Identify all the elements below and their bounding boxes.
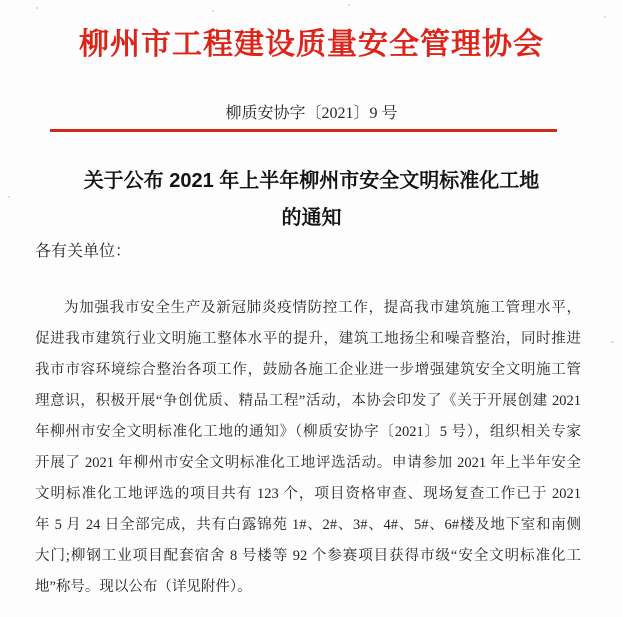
body-line: 年柳州市安全文明标准化工地的通知》（柳质安协字〔2021〕5 号），组织相关专家 [35, 424, 581, 440]
scan-speck [36, 7, 38, 9]
body-line: 促进我市建筑行业文明施工整体水平的提升，建筑工地扬尘和噪音整治，同时推进 [35, 331, 581, 347]
salutation: 各有关单位： [35, 243, 132, 260]
notice-body [35, 293, 581, 603]
body-line: 大门;柳钢工业项目配套宿舍 8 号楼等 92 个参赛项目获得市级“安全文明标准化工 [35, 548, 581, 564]
body-line: 年 5 月 24 日全部完成，共有白露锦苑 1#、2#、3#、4#、5#、6#楼及地下室和南侧 [35, 517, 581, 533]
scan-speck [348, 4, 350, 6]
body-line: 我市市容环境综合整治各项工作，鼓励各施工企业进一步增强建筑安全文明施工管 [35, 362, 581, 378]
notice-title-line1: 关于公布 2021 年上半年柳州市安全文明标准化工地 [83, 170, 540, 192]
red-divider-line [50, 129, 557, 132]
scan-speck [212, 10, 214, 12]
notice-title [0, 163, 623, 237]
body-line: 为加强我市安全生产及新冠肺炎疫情防控工作，提高我市建筑施工管理水平， [64, 300, 581, 316]
document-number: 柳质安协字〔2021〕9 号 [225, 105, 398, 122]
body-line: 理意识，积极开展“争创优质、精品工程”活动，本协会印发了《关于开展创建 2021 [35, 393, 581, 409]
issuing-org-title: 柳州市工程建设质量安全管理协会 [79, 28, 544, 61]
scan-speck [604, 16, 606, 18]
body-line: 开展了 2021 年柳州市安全文明标准化工地评选活动。申请参加 2021 年上半年安全 [35, 455, 581, 471]
scan-speck [8, 196, 10, 198]
body-line: 地”称号。现以公布（详见附件）。 [35, 579, 252, 595]
body-line: 文明标准化工地评选的项目共有 123 个，项目资格审查、现场复查工作已于 2021 [35, 486, 581, 502]
scan-speck [611, 341, 614, 343]
notice-title-line2: 的通知 [281, 207, 342, 229]
